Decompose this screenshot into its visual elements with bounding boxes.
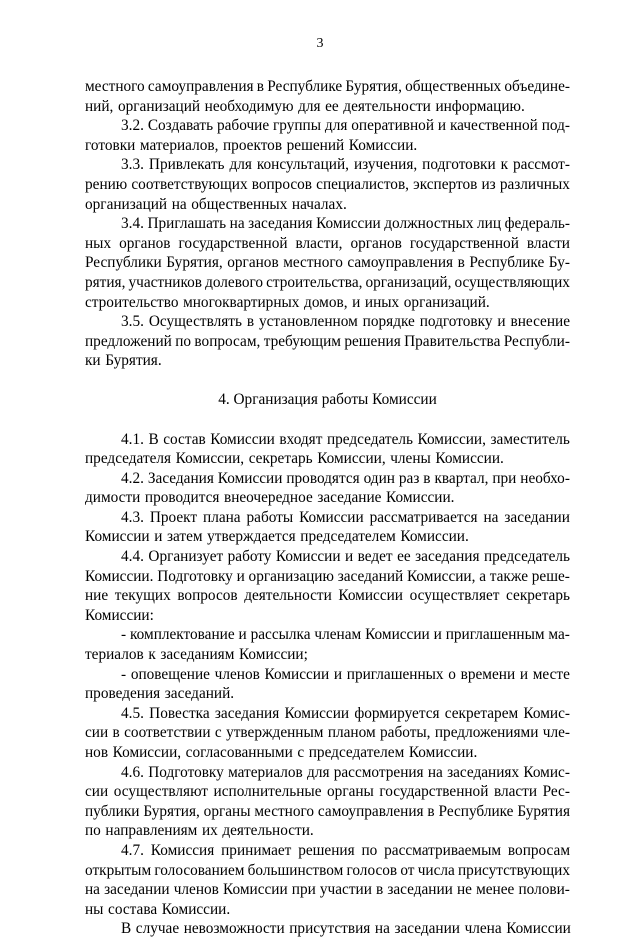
text-line: 4.6. Подготовку материалов для рассмотрения на заседаниях Комис-	[121, 763, 570, 781]
paragraph-p-4-7-b	[85, 919, 570, 939]
paragraph-p-4-2	[85, 469, 570, 508]
paragraph-p-4-6	[85, 763, 570, 841]
text-line: 4.3. Проект плана работы Комиссии рассматривается на заседании	[121, 508, 570, 526]
paragraph-p-4-1	[85, 430, 570, 469]
page-number: 3	[316, 36, 324, 51]
text-line: организаций на общественных началах.	[85, 195, 347, 213]
text-line: местного самоуправления в Республике Бурятия, общественных объедине-	[85, 78, 570, 95]
text-line: Комиссии. Подготовку и организацию заседаний Комиссии, а также реше-	[85, 567, 570, 585]
text-line: - комплектование и рассылка членам Комиссии и приглашенным ма-	[121, 626, 570, 644]
paragraph-p-3-5	[85, 312, 570, 371]
paragraph-p-4-4	[85, 547, 570, 625]
text-line: В случае невозможности присутствия на заседании члена Комиссии	[121, 920, 571, 938]
text-line: по направлениям их деятельности.	[85, 822, 314, 840]
text-line: сии осуществляют исполнительные органы государственной власти Рес-	[85, 783, 570, 801]
text-line: Республики Бурятия, органов местного самоуправления в Республике Бу-	[85, 254, 570, 272]
text-line: строительство многоквартирных домов, и иных организаций.	[85, 293, 490, 311]
text-line: председателя Комиссии, секретарь Комиссии, члены Комиссии.	[85, 450, 504, 468]
paragraph-p-3-3	[85, 155, 570, 214]
text-line: териалов к заседаниям Комиссии;	[85, 646, 308, 664]
paragraph-p-3-4	[85, 214, 570, 312]
section-4-heading: 4. Организация работы Комиссии	[218, 390, 437, 408]
text-line: Комиссии:	[85, 606, 154, 624]
text-line: ки Бурятия.	[85, 352, 162, 370]
text-line: - оповещение членов Комиссии и приглашенных о времени и месте	[121, 665, 570, 683]
text-line: ных органов государственной власти, органов государственной власти	[85, 234, 570, 252]
text-line: ний, организаций необходимую для ее деятельности информацию.	[85, 97, 525, 115]
text-line: сии в соответствии с утвержденным планом работы, предложениями чле-	[85, 724, 570, 742]
text-line: открытым голосованием большинством голосов от числа присутствующих	[85, 861, 570, 879]
paragraph-p-4-7	[85, 841, 570, 919]
text-line: 3.4. Приглашать на заседания Комиссии должностных лиц федераль-	[121, 215, 570, 233]
text-line: ние текущих вопросов деятельности Комиссии осуществляет секретарь	[85, 587, 570, 605]
text-line: рятия, участников долевого строительства, организаций, осуществляющих	[85, 273, 570, 291]
text-line: 3.3. Привлекать для консультаций, изучения, подготовки к рассмот-	[121, 156, 570, 174]
text-line: предложений по вопросам, требующим решения Правительства Республи-	[85, 332, 570, 350]
paragraph-p-3-2-cont	[85, 77, 570, 116]
paragraph-p-4-3	[85, 508, 570, 547]
paragraph-p-4-5	[85, 704, 570, 763]
text-line: публики Бурятия, органы местного самоуправления в Республике Бурятия	[85, 802, 570, 820]
text-line: 3.2. Создавать рабочие группы для оперативной и качественной под-	[121, 117, 570, 135]
text-line: готовки материалов, проектов решений Комиссии.	[85, 136, 418, 154]
text-line: на заседании членов Комиссии при участии в заседании не менее полови-	[85, 881, 570, 899]
text-line: проведения заседаний.	[85, 685, 235, 703]
document-body	[85, 77, 570, 939]
text-line: димости проводится внеочередное заседание Комиссии.	[85, 489, 455, 507]
text-line: 4.7. Комиссия принимает решения по рассматриваемым вопросам	[121, 841, 570, 859]
text-line: Комиссии и затем утверждается председателем Комиссии.	[85, 528, 469, 546]
text-line: 4.5. Повестка заседания Комиссии формируется секретарем Комис-	[121, 704, 570, 722]
text-line: ны состава Комиссии.	[85, 900, 231, 918]
text-line: рению соответствующих вопросов специалистов, экспертов из различных	[85, 175, 570, 193]
text-line: 3.5. Осуществлять в установленном порядке подготовку и внесение	[121, 313, 570, 331]
text-line: 4.2. Заседания Комиссии проводятся один раз в квартал, при необхо-	[121, 469, 570, 487]
text-line: нов Комиссии, согласованными с председателем Комиссии.	[85, 744, 478, 761]
paragraph-p-3-2	[85, 116, 570, 155]
text-line: 4.4. Организует работу Комиссии и ведет ее заседания председатель	[121, 548, 570, 566]
text-line: 4.1. В состав Комиссии входят председатель Комиссии, заместитель	[121, 430, 570, 448]
paragraph-p-4-4-a	[85, 625, 570, 664]
paragraph-p-4-4-b	[85, 665, 570, 704]
